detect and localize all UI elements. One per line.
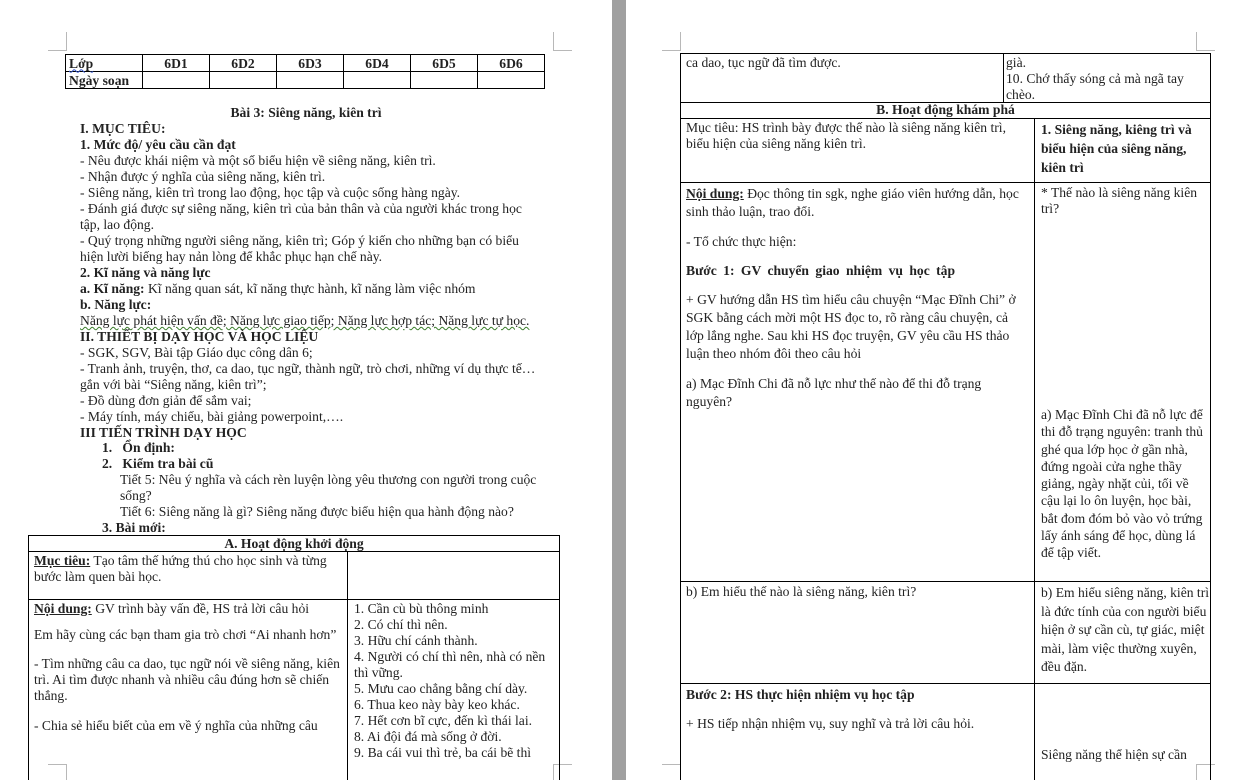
- table-rule: [347, 551, 348, 780]
- discovery-goal: Mục tiêu: HS trình bày được thế nào là siêng năng kiên trì, biểu hiện của siêng năng kiên trì.: [686, 120, 1006, 151]
- doc-line: b. Năng lực:: [80, 297, 152, 312]
- goal-text: Tạo tâm thế hứng thú cho học sinh và từng bước làm quen bài học.: [34, 553, 327, 584]
- goal-label: Mục tiêu:: [34, 553, 91, 568]
- crop-mark: [662, 32, 681, 51]
- doc-line: II. THIẾT BỊ DẠY HỌC VÀ HỌC LIỆU: [80, 329, 319, 344]
- check-line: sống?: [120, 488, 152, 503]
- doc-line: 2. Kĩ năng và năng lực: [80, 265, 211, 280]
- table-rule: [680, 581, 1211, 582]
- proverb-item: 6. Thua keo này bày keo khác.: [354, 697, 520, 712]
- content-text: GV trình bày vấn đề, HS trả lời câu hỏi: [91, 601, 310, 616]
- doc-line: - Tranh ảnh, truyện, thơ, ca dao, tục ngữ, thành ngữ, trò chơi, những ví dụ thực tế…: [80, 361, 536, 376]
- activity-goal: [34, 553, 340, 585]
- step-number: 2.: [102, 456, 113, 471]
- top-right-text: [1006, 55, 1206, 103]
- doc-line: - Nhận được ý nghĩa của siêng năng, kiên trì.: [80, 169, 326, 184]
- table-rule: [1003, 53, 1004, 102]
- goal-right: 1. Siêng năng, kiêng trì và biểu hiện của siêng năng, kiên trì: [1041, 122, 1192, 175]
- doc-line: III TIẾN TRÌNH DẠY HỌC: [80, 425, 247, 440]
- proverb-item: 4. Người có chí thì nên, nhà có nền thì vững.: [354, 649, 546, 680]
- top-right-line: già.: [1006, 55, 1027, 70]
- doc-line: hiện lười biếng hay nản lòng để khắc phục hạn chế này.: [80, 249, 383, 264]
- class-table: [65, 54, 545, 89]
- table-rule: [1034, 118, 1035, 780]
- doc-line: - SGK, SGV, Bài tập Giáo dục công dân 6;: [80, 345, 313, 360]
- question-intro: * Thế nào là siêng năng kiên trì?: [1041, 185, 1198, 216]
- step-1-label: Bước 1: GV chuyển giao nhiệm vụ học tập: [686, 263, 956, 278]
- content-para: Em hãy cùng các bạn tham gia trò chơi “Ai nhanh hơn”: [34, 627, 337, 642]
- question-a: a) Mạc Đĩnh Chi đã nỗ lực như thế nào để thi đỗ trạng nguyên?: [686, 376, 982, 409]
- table-rule: [680, 118, 1211, 119]
- answer-a: a) Mạc Đĩnh Chi đã nỗ lực để thi đỗ trạng nguyên: tranh thủ ghé qua lớp học ở gần nhà, đứng ngoài cửa nghe thầy giảng, ngày nhặt củi, tối về cậu lại lo ôn luyện, học bài, bắt đom đóm bỏ vào vỏ trứng lấy ánh sáng để học, dùng lá để tập viết.: [1041, 407, 1203, 561]
- step-3: 3. Bài mới:: [102, 520, 166, 535]
- proverb-item: 8. Ai đội đá mà sống ở đời.: [354, 729, 502, 744]
- question-b: b) Em hiểu thế nào là siêng năng, kiên trì?: [686, 584, 917, 599]
- class-6d6: 6D6: [478, 55, 545, 72]
- step-label: Kiểm tra bài cũ: [122, 456, 214, 471]
- crop-mark: [553, 32, 572, 51]
- doc-line: - Nêu được khái niệm và một số biểu hiện về siêng năng, kiên trì.: [80, 153, 436, 168]
- proverb-item: 2. Có chí thì nên.: [354, 617, 448, 632]
- proverb-item: 5. Mưu cao chẳng bằng chí dày.: [354, 681, 528, 696]
- page-gap: [612, 0, 626, 780]
- activity-content: [34, 601, 340, 734]
- top-right-line: 10. Chớ thấy sóng cả mà ngã tay chèo.: [1006, 71, 1184, 102]
- table-rule: [28, 599, 560, 600]
- skills-label: a. Kĩ năng:: [80, 281, 145, 296]
- step-label: Ổn định:: [122, 440, 175, 455]
- date-label: Ngày soạn: [66, 72, 143, 89]
- table-rule: [680, 182, 1211, 183]
- skills-text: Kĩ năng quan sát, kĩ năng thực hành, kĩ năng làm việc nhóm: [144, 281, 476, 296]
- content-para: - Tìm những câu ca dao, tục ngữ nói về siêng năng, kiên trì. Ai tìm được nhanh và nhiều câu đúng hơn sẽ chiến thắng.: [34, 656, 340, 703]
- bottom-right-text: Siêng năng thể hiện sự cần: [1041, 747, 1187, 762]
- crop-mark: [662, 764, 681, 780]
- step-2-label: Bước 2: HS thực hiện nhiệm vụ học tập: [686, 687, 915, 702]
- check-line: Tiết 5: Nêu ý nghĩa và cách rèn luyện lòng yêu thương con người trong cuộc: [120, 472, 537, 487]
- doc-line: - Quý trọng những người siêng năng, kiên trì; Góp ý kiến cho những bạn có biểu: [80, 233, 519, 248]
- class-6d5: 6D5: [411, 55, 478, 72]
- step-2: [102, 456, 213, 472]
- proverb-item: 1. Cần cù bù thông minh: [354, 601, 489, 616]
- step-number: 1.: [102, 440, 113, 455]
- objectives-block: [80, 121, 535, 441]
- section-header: B. Hoạt động khám phá: [876, 102, 1015, 117]
- top-left-text: ca dao, tục ngữ đã tìm được.: [686, 55, 841, 70]
- content-text: Đọc thông tin sgk, nghe giáo viên hướng dẫn, học sinh thảo luận, trao đổi.: [686, 186, 1019, 219]
- content-label: Nội dung:: [34, 601, 92, 616]
- class-6d3: 6D3: [277, 55, 344, 72]
- proverb-item: 9. Ba cái vui thì trẻ, ba cái bẽ thì: [354, 745, 532, 760]
- crop-mark: [1196, 32, 1215, 51]
- left-page: [0, 0, 612, 780]
- content-label: Nội dung:: [686, 186, 744, 201]
- activity-header: A. Hoạt động khởi động: [224, 536, 364, 551]
- class-6d1: 6D1: [143, 55, 210, 72]
- lesson-title: Bài 3: Siêng năng, kiên trì: [230, 105, 382, 120]
- doc-line: 1. Mức độ/ yêu cầu cần đạt: [80, 137, 236, 152]
- check-line: Tiết 6: Siêng năng là gì? Siêng năng được biểu hiện qua hành động nào?: [120, 504, 514, 519]
- doc-line: tập, lao động.: [80, 217, 154, 232]
- proverb-item: 3. Hữu chí cánh thành.: [354, 633, 478, 648]
- answer-b: b) Em hiểu siêng năng, kiên trì là đức tính của con người biểu hiện ở sự cần cù, tự giác, miệt mài, làm việc thường xuyên, đều đặn.: [1041, 585, 1209, 674]
- class-label: Lớp: [66, 55, 143, 72]
- proverb-item: 7. Hết cơn bĩ cực, đến kì thái lai.: [354, 713, 533, 728]
- step-2-text: + HS tiếp nhận nhiệm vụ, suy nghĩ và trả lời câu hỏi.: [686, 716, 975, 731]
- content-para: - Chia sẻ hiểu biết của em về ý nghĩa của những câu: [34, 718, 318, 733]
- discovery-content: [686, 185, 1028, 411]
- doc-line: - Đồ dùng đơn giản để sắm vai;: [80, 393, 252, 408]
- guide-text: + GV hướng dẫn HS tìm hiểu câu chuyện “Mạc Đĩnh Chi” ở SGK bằng cách mời một HS đọc to, rõ ràng câu chuyện, cả lớp lắng nghe. Sau khi HS đọc truyện, GV yêu cầu HS thảo luận theo nhóm đôi theo câu hỏi: [686, 292, 1016, 361]
- doc-line: [80, 281, 535, 297]
- doc-line: I. MỤC TIÊU:: [80, 121, 166, 136]
- doc-line: - Đánh giá được sự siêng năng, kiên trì của bản thân và của người khác trong học: [80, 201, 522, 216]
- proverb-list: [354, 601, 557, 761]
- step-1: [102, 440, 175, 456]
- doc-line: - Máy tính, máy chiếu, bài giảng powerpoint,….: [80, 409, 344, 424]
- class-6d4: 6D4: [344, 55, 411, 72]
- class-6d2: 6D2: [210, 55, 277, 72]
- right-page: [626, 0, 1233, 780]
- doc-line: - Siêng năng, kiên trì trong lao động, học tập và cuộc sống hàng ngày.: [80, 185, 461, 200]
- doc-line: Năng lực phát hiện vấn đề; Năng lực giao tiếp; Năng lực hợp tác; Năng lực tự học.: [80, 313, 530, 328]
- table-rule: [680, 683, 1211, 684]
- crop-mark: [48, 32, 67, 51]
- doc-line: gắn với bài “Siêng năng, kiên trì”;: [80, 377, 267, 392]
- org-line: - Tổ chức thực hiện:: [686, 234, 797, 249]
